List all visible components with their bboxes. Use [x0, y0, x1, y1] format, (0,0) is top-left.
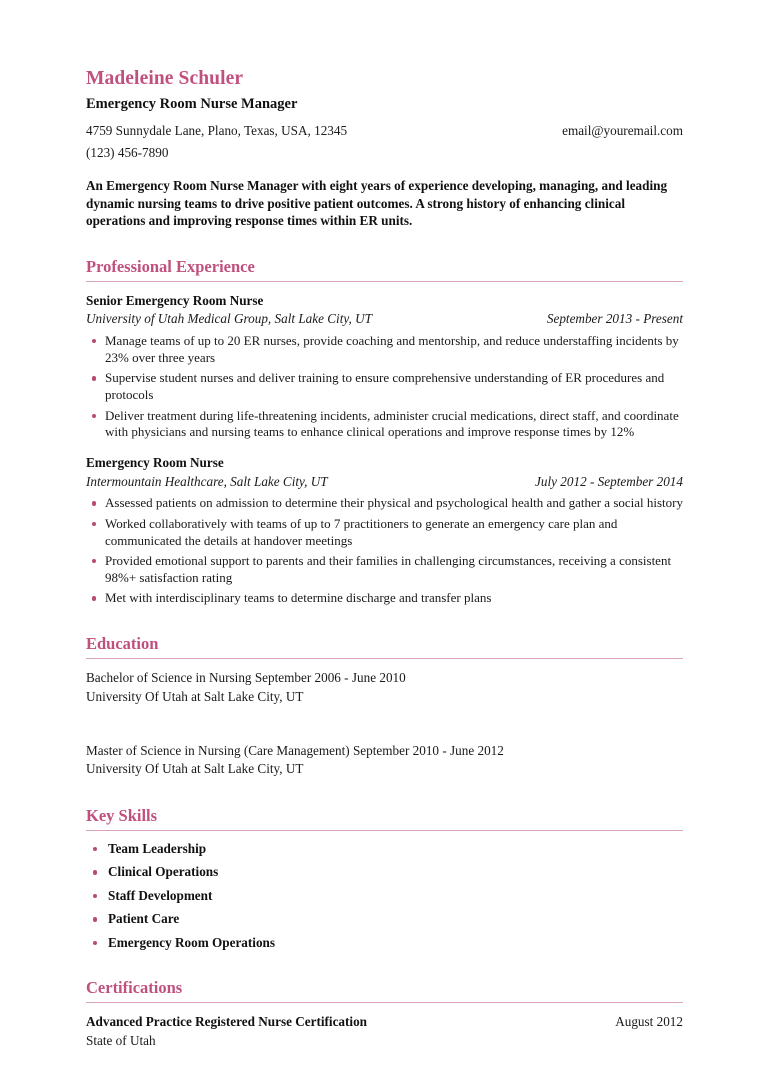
skill-item: Team Leadership	[86, 841, 683, 858]
experience-bullet: Deliver treatment during life-threatening incidents, administer crucial medications, direct staff, and coordinate with physicians and nursing teams to enhance clinical operations and improve response times by 12%	[86, 408, 683, 441]
skill-item: Clinical Operations	[86, 864, 683, 881]
experience-organization: Intermountain Healthcare, Salt Lake City, UT	[86, 473, 328, 489]
experience-bullet: Met with interdisciplinary teams to determine discharge and transfer plans	[86, 590, 683, 607]
section-heading-certifications: Certifications	[86, 978, 183, 998]
experience-bullet-list	[86, 495, 683, 607]
resume-header	[86, 68, 683, 230]
certification-entry	[86, 1013, 683, 1050]
candidate-job-title: Emergency Room Nurse Manager	[86, 96, 298, 113]
experience-bullet: Manage teams of up to 20 ER nurses, provide coaching and mentorship, and reduce understaffing incidents by 23% over three years	[86, 333, 683, 366]
experience-organization: University of Utah Medical Group, Salt Lake City, UT	[86, 311, 372, 327]
section-rule-certifications	[86, 1002, 683, 1003]
education-institution: University Of Utah at Salt Lake City, UT	[86, 761, 304, 777]
certification-row	[86, 1013, 683, 1032]
certification-name: Advanced Practice Registered Nurse Certification	[86, 1014, 368, 1030]
experience-entry	[86, 454, 683, 607]
skill-item: Staff Development	[86, 888, 683, 905]
resume-content	[86, 68, 683, 1051]
section-heading-skills: Key Skills	[86, 805, 158, 825]
experience-bullet: Assessed patients on admission to determine their physical and psychological health and gather a social history	[86, 495, 683, 512]
education-entry	[86, 742, 683, 779]
education-entry	[86, 669, 683, 706]
experience-bullet-list	[86, 333, 683, 441]
section-key-skills	[86, 807, 683, 951]
section-rule-education	[86, 658, 683, 659]
skill-item: Emergency Room Operations	[86, 935, 683, 952]
experience-bullet: Supervise student nurses and deliver training to ensure comprehensive understanding of ER procedures and protocols	[86, 370, 683, 403]
contact-row	[86, 121, 683, 141]
section-rule-experience	[86, 281, 683, 282]
section-professional-experience	[86, 258, 683, 607]
skills-list	[86, 841, 683, 952]
contact-phone: (123) 456-7890	[86, 144, 169, 160]
professional-summary: An Emergency Room Nurse Manager with eight years of experience developing, managing, and leading dynamic nursing teams to drive positive patient outcomes. A strong history of enhancing clinical operations and improving response times within ER units.	[86, 178, 668, 229]
section-education	[86, 635, 683, 779]
education-degree: Bachelor of Science in Nursing September 2006 - June 2010	[86, 670, 406, 686]
section-heading-experience: Professional Experience	[86, 256, 255, 276]
experience-title: Emergency Room Nurse	[86, 454, 224, 470]
education-degree: Master of Science in Nursing (Care Management) September 2010 - June 2012	[86, 742, 504, 758]
certification-date: August 2012	[615, 1014, 683, 1030]
experience-bullet: Worked collaboratively with teams of up to 7 practitioners to generate an emergency care plan and communicated the details at handover meetings	[86, 516, 683, 549]
contact-email[interactable]: email@youremail.com	[562, 122, 683, 138]
section-heading-education: Education	[86, 634, 159, 654]
experience-meta	[86, 473, 683, 492]
contact-address: 4759 Sunnydale Lane, Plano, Texas, USA, 12345	[86, 122, 348, 138]
experience-dates: September 2013 - Present	[546, 311, 683, 327]
section-rule-skills	[86, 830, 683, 831]
certification-issuer: State of Utah	[86, 1033, 156, 1049]
candidate-name: Madeleine Schuler	[86, 68, 244, 89]
skill-item: Patient Care	[86, 911, 683, 928]
experience-bullet: Provided emotional support to parents and their families in challenging circumstances, receiving a consistent 98%+ satisfaction rating	[86, 553, 683, 586]
experience-title: Senior Emergency Room Nurse	[86, 292, 264, 308]
experience-meta	[86, 310, 683, 329]
experience-dates: July 2012 - September 2014	[535, 473, 683, 489]
education-institution: University Of Utah at Salt Lake City, UT	[86, 688, 304, 704]
experience-entry	[86, 292, 683, 441]
section-certifications	[86, 979, 683, 1050]
